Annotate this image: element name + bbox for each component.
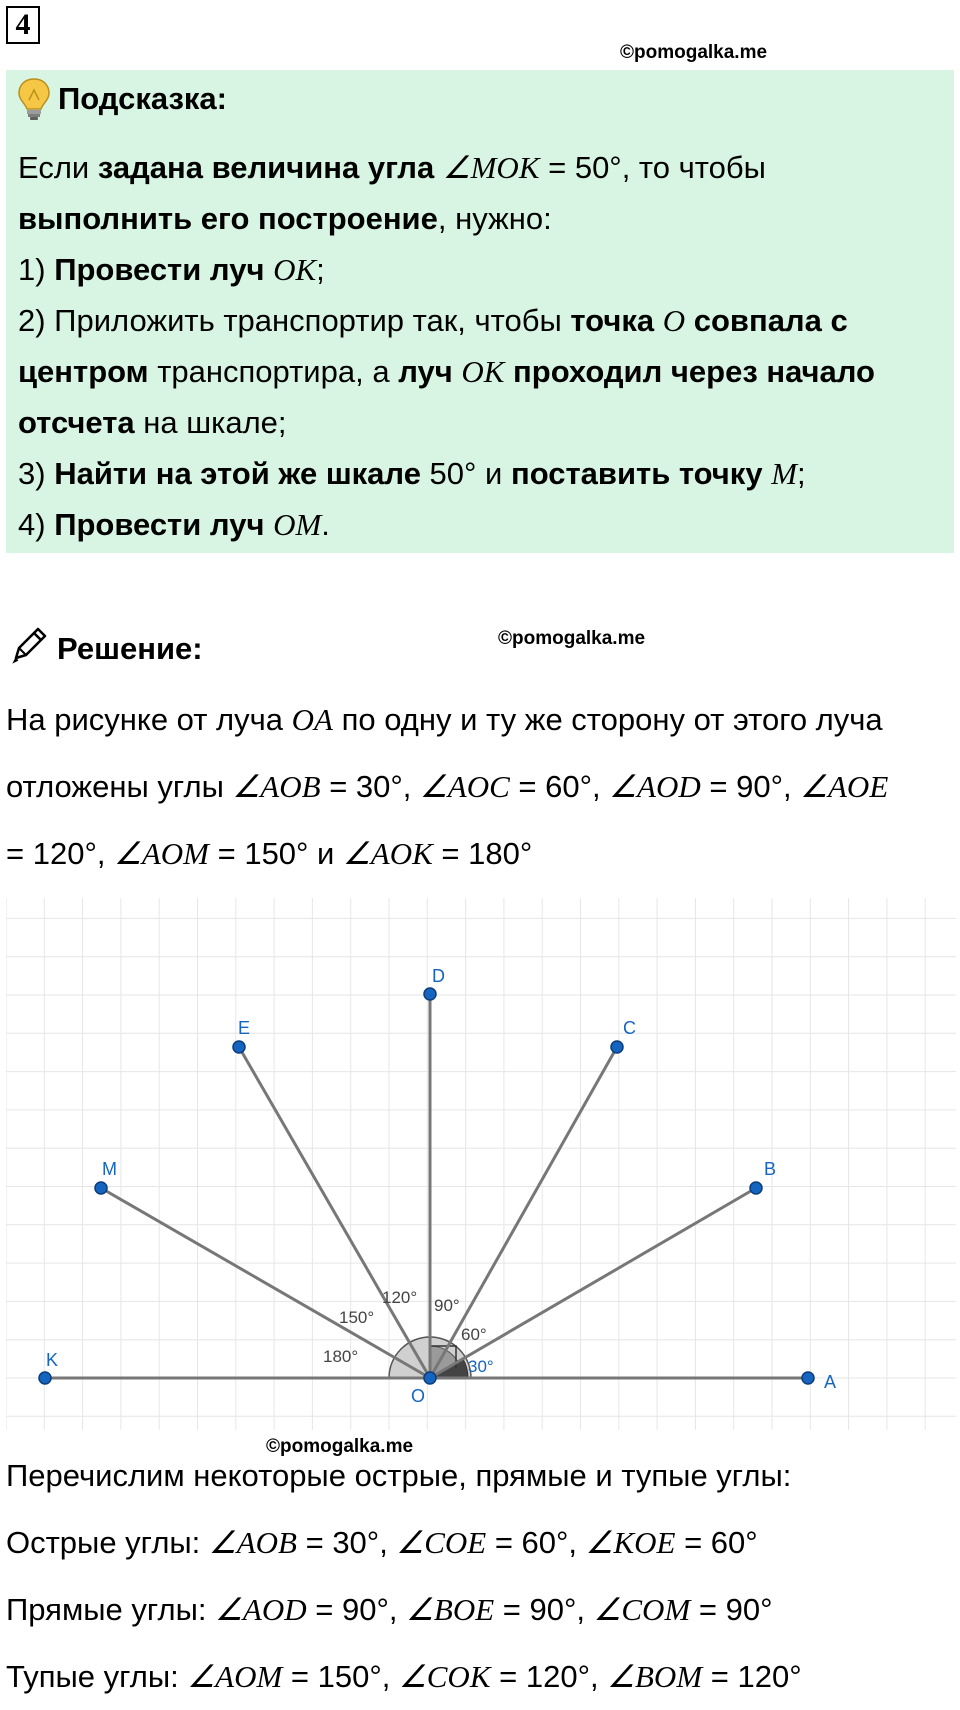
math-point: O bbox=[662, 303, 686, 338]
text: ; bbox=[797, 456, 806, 491]
point-K bbox=[39, 1372, 51, 1384]
math-angle: ∠BOM bbox=[607, 1659, 703, 1694]
bold-text: задана величина угла bbox=[97, 150, 435, 185]
angle-list bbox=[6, 1442, 956, 1710]
math-angle: ∠COK bbox=[398, 1659, 491, 1694]
text: 4) bbox=[18, 507, 55, 542]
bold-text: выполнить его построение bbox=[18, 201, 438, 236]
bold-text: Провести луч bbox=[54, 252, 265, 287]
text: по одну и ту же сторону от этого луча bbox=[332, 702, 883, 737]
acute-angles bbox=[6, 1509, 956, 1576]
angle-label-90: 90° bbox=[434, 1296, 460, 1315]
solution-line-3 bbox=[6, 820, 956, 887]
angles-figure bbox=[6, 898, 956, 1430]
label-A: A bbox=[824, 1372, 837, 1392]
task-number: 4 bbox=[6, 6, 40, 44]
point-C bbox=[611, 1041, 623, 1053]
point-E bbox=[233, 1041, 245, 1053]
text: = 30°, bbox=[320, 769, 421, 804]
math-angle: ∠AOE bbox=[800, 769, 889, 804]
pencil-icon bbox=[8, 622, 52, 666]
label-E: E bbox=[238, 1018, 251, 1038]
hint-line-8 bbox=[18, 499, 948, 550]
text: = 120° bbox=[702, 1659, 802, 1694]
text: = 150°, bbox=[282, 1659, 399, 1694]
point-A bbox=[802, 1372, 814, 1384]
text: , нужно: bbox=[437, 201, 552, 236]
text: = 120°, bbox=[6, 836, 115, 871]
math-ray: OK bbox=[461, 354, 505, 389]
text: = 180° bbox=[432, 836, 533, 871]
ray-OC bbox=[430, 1047, 617, 1378]
math-angle: ∠KOE bbox=[585, 1525, 676, 1560]
solution-text bbox=[6, 686, 956, 887]
bold-text: отсчета bbox=[18, 405, 135, 440]
angle-label-30: 30° bbox=[468, 1357, 494, 1376]
bold-text: Провести луч bbox=[54, 507, 265, 542]
lightbulb-icon bbox=[16, 76, 52, 122]
text: . bbox=[321, 507, 330, 542]
angle-label-60: 60° bbox=[461, 1325, 487, 1344]
text: Острые углы: bbox=[6, 1525, 209, 1560]
ray-OE bbox=[239, 1047, 430, 1378]
bold-text: Найти на этой же шкале bbox=[54, 456, 421, 491]
math-ray: OA bbox=[291, 702, 333, 737]
grid bbox=[6, 898, 956, 1430]
math-angle: ∠AOM bbox=[114, 836, 209, 871]
text: транспортира, а bbox=[148, 354, 399, 389]
text bbox=[264, 507, 273, 542]
text: отложены углы bbox=[6, 769, 233, 804]
text bbox=[654, 303, 663, 338]
point-O bbox=[424, 1372, 436, 1384]
math-angle: ∠AOC bbox=[420, 769, 510, 804]
obtuse-angles bbox=[6, 1643, 956, 1710]
point-M bbox=[95, 1182, 107, 1194]
math-angle: ∠COM bbox=[593, 1592, 691, 1627]
label-C: C bbox=[623, 1018, 636, 1038]
hint-text bbox=[18, 142, 948, 550]
label-B: B bbox=[764, 1159, 777, 1179]
ray-OB bbox=[430, 1188, 756, 1378]
hint-line-4 bbox=[18, 295, 948, 346]
text: = 90°, bbox=[494, 1592, 594, 1627]
hint-title: Подсказка: bbox=[58, 81, 227, 116]
math-angle: ∠AOD bbox=[609, 769, 701, 804]
hint-line-6 bbox=[18, 397, 948, 448]
text: = 60°, bbox=[486, 1525, 586, 1560]
text: = 90° bbox=[690, 1592, 773, 1627]
label-K: K bbox=[46, 1350, 59, 1370]
label-M: M bbox=[102, 1159, 117, 1179]
hint-line-3 bbox=[18, 244, 948, 295]
right-angles bbox=[6, 1576, 956, 1643]
solution-line-2 bbox=[6, 753, 956, 820]
solution-line-1 bbox=[6, 686, 956, 753]
bold-text: луч bbox=[398, 354, 453, 389]
text: = 30°, bbox=[296, 1525, 397, 1560]
math-angle: ∠AOM bbox=[187, 1659, 283, 1694]
text: = 90°, bbox=[700, 769, 801, 804]
math-angle: ∠MOK bbox=[442, 150, 540, 185]
list-intro: Перечислим некоторые острые, прямые и тупые углы: bbox=[6, 1458, 792, 1493]
hint-line-2 bbox=[18, 193, 948, 244]
bold-text: совпала с bbox=[693, 303, 848, 338]
math-ray: OM bbox=[273, 507, 322, 542]
text: 2) Приложить транспортир так, чтобы bbox=[18, 303, 571, 338]
text bbox=[763, 456, 772, 491]
text: = 50°, то чтобы bbox=[539, 150, 766, 185]
text: = 60°, bbox=[509, 769, 610, 804]
math-angle: ∠AOD bbox=[215, 1592, 307, 1627]
text bbox=[264, 252, 273, 287]
math-angle: ∠AOB bbox=[232, 769, 321, 804]
solution-title: Решение: bbox=[57, 631, 203, 666]
text: = 60° bbox=[675, 1525, 758, 1560]
text: На рисунке от луча bbox=[6, 702, 292, 737]
angle-label-150: 150° bbox=[339, 1308, 375, 1327]
text: = 150° и bbox=[209, 836, 343, 871]
bold-text: центром bbox=[18, 354, 149, 389]
text bbox=[685, 303, 694, 338]
ray-OM bbox=[101, 1188, 430, 1378]
point-D bbox=[424, 988, 436, 1000]
label-D: D bbox=[432, 966, 445, 986]
math-angle: ∠AOK bbox=[343, 836, 433, 871]
text: Тупые углы: bbox=[6, 1659, 188, 1694]
bold-text: точка bbox=[570, 303, 655, 338]
text: 50° и bbox=[420, 456, 511, 491]
math-point: M bbox=[771, 456, 798, 491]
math-angle: ∠BOE bbox=[406, 1592, 495, 1627]
bold-text: поставить точку bbox=[510, 456, 763, 491]
text bbox=[434, 150, 443, 185]
text: Прямые углы: bbox=[6, 1592, 216, 1627]
text: на шкале; bbox=[134, 405, 287, 440]
text: Если bbox=[18, 150, 98, 185]
watermark: ©pomogalka.me bbox=[498, 628, 646, 649]
hint-line-5 bbox=[18, 346, 948, 397]
math-angle: ∠AOB bbox=[208, 1525, 297, 1560]
text: ; bbox=[316, 252, 325, 287]
bold-text: проходил через начало bbox=[513, 354, 875, 389]
text: = 120°, bbox=[490, 1659, 608, 1694]
math-ray: OK bbox=[273, 252, 317, 287]
text bbox=[504, 354, 513, 389]
angle-label-120: 120° bbox=[382, 1288, 418, 1307]
hint-line-7 bbox=[18, 448, 948, 499]
watermark: ©pomogalka.me bbox=[266, 1436, 414, 1457]
point-B bbox=[750, 1182, 762, 1194]
text: = 90°, bbox=[306, 1592, 407, 1627]
watermark: ©pomogalka.me bbox=[620, 42, 768, 63]
angle-label-180: 180° bbox=[323, 1347, 359, 1366]
math-angle: ∠COE bbox=[396, 1525, 487, 1560]
hint-line-1 bbox=[18, 142, 948, 193]
text: 1) bbox=[18, 252, 55, 287]
label-O: O bbox=[411, 1386, 426, 1406]
text: 3) bbox=[18, 456, 55, 491]
